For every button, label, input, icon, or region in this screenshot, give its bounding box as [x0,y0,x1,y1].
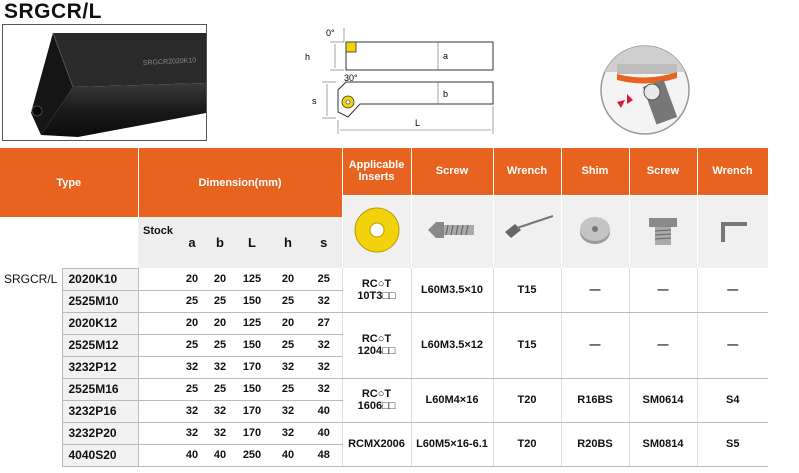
screw-2-code: — [629,268,697,312]
shim-code: — [561,312,629,378]
dim-b: 32 [206,356,234,378]
label-angle-top: 0° [326,28,335,38]
insert-code: RC○T 1204□□ [342,312,411,378]
dim-s: 48 [306,444,342,466]
header-type: Type [0,148,138,217]
engraving-text: SRGCR2020K10 [142,57,197,67]
wrench-code: T15 [493,268,561,312]
dim-L: 150 [234,334,270,356]
insert-code: RCMX2006 [342,422,411,466]
dim-h: 32 [270,400,306,422]
table-row [0,312,768,334]
model-code: 3232P16 [62,400,138,422]
header-a: a [178,217,206,268]
insert-code: RC○T 10T3□□ [342,268,411,312]
stock-cell [138,444,178,466]
header-b: b [206,217,234,268]
stock-cell [138,378,178,400]
stock-cell [138,400,178,422]
dim-a: 20 [178,312,206,334]
shim-code: — [561,268,629,312]
wrench-2-code: — [697,268,768,312]
dim-h: 20 [270,268,306,290]
dim-b: 32 [206,422,234,444]
screw-2-code: — [629,312,697,378]
wrench-code: T15 [493,312,561,378]
wrench-code: T20 [493,378,561,422]
dim-s: 27 [306,312,342,334]
dim-h: 25 [270,378,306,400]
dim-h: 20 [270,312,306,334]
stock-cell [138,268,178,290]
dim-s: 32 [306,356,342,378]
technical-drawing [300,22,505,140]
dim-h: 40 [270,444,306,466]
table-row [0,422,768,444]
product-photo [2,24,207,141]
dim-a: 20 [178,268,206,290]
dim-L: 170 [234,422,270,444]
label-s: s [312,96,317,106]
dim-L: 170 [234,356,270,378]
stock-cell [138,356,178,378]
dim-a: 32 [178,400,206,422]
dim-s: 25 [306,268,342,290]
dim-a: 40 [178,444,206,466]
tool-holder-image [3,25,206,140]
wrench-2-code: — [697,312,768,378]
stock-cell [138,290,178,312]
dim-h: 32 [270,422,306,444]
header-applicable-inserts: Applicable Inserts [342,148,411,195]
insert-image [342,195,411,268]
dim-b: 40 [206,444,234,466]
model-code: 2525M12 [62,334,138,356]
model-code: 3232P20 [62,422,138,444]
header-L: L [234,217,270,268]
table-row [0,268,768,290]
dim-L: 125 [234,312,270,334]
dim-L: 250 [234,444,270,466]
model-code: 4040S20 [62,444,138,466]
wrench-2-image [697,195,768,268]
wrench-2-code: S5 [697,422,768,466]
header-stock: Stock [138,217,178,268]
shim-code: R20BS [561,422,629,466]
dim-L: 125 [234,268,270,290]
dim-s: 40 [306,400,342,422]
dim-a: 25 [178,290,206,312]
dim-b: 32 [206,400,234,422]
machining-detail [597,42,693,138]
dim-b: 25 [206,334,234,356]
dim-L: 150 [234,378,270,400]
dim-h: 32 [270,356,306,378]
dim-b: 25 [206,290,234,312]
type-label: SRGCR/L [0,268,62,466]
shim-code: R16BS [561,378,629,422]
dim-h: 25 [270,334,306,356]
stock-cell [138,334,178,356]
dim-a: 25 [178,378,206,400]
header-wrench: Wrench [493,148,561,195]
label-h: h [305,52,311,62]
screw-code: L60M5×16-6.1 [411,422,493,466]
label-b: b [443,89,449,99]
dim-L: 170 [234,400,270,422]
header-s: s [306,217,342,268]
header-wrench-2: Wrench [697,148,768,195]
label-a: a [443,51,449,61]
dim-b: 25 [206,378,234,400]
dim-a: 25 [178,334,206,356]
screw-2-image [629,195,697,268]
screw-2-code: SM0614 [629,378,697,422]
dim-a: 32 [178,356,206,378]
dim-s: 32 [306,378,342,400]
model-code: 2525M16 [62,378,138,400]
spec-table [0,148,769,467]
screw-code: L60M3.5×12 [411,312,493,378]
dim-L: 150 [234,290,270,312]
dim-s: 32 [306,290,342,312]
wrench-image [493,195,561,268]
stock-cell [138,422,178,444]
wrench-2-code: S4 [697,378,768,422]
shim-image [561,195,629,268]
insert-code: RC○T 1606□□ [342,378,411,422]
dim-s: 32 [306,334,342,356]
dim-s: 40 [306,422,342,444]
label-angle-side: 30° [344,73,358,83]
dim-b: 20 [206,268,234,290]
header-screw: Screw [411,148,493,195]
screw-image [411,195,493,268]
screw-2-code: SM0814 [629,422,697,466]
stock-cell [138,312,178,334]
dim-b: 20 [206,312,234,334]
header-dimension: Dimension(mm) [138,148,342,217]
header-screw-2: Screw [629,148,697,195]
table-row [0,378,768,400]
wrench-code: T20 [493,422,561,466]
model-code: 3232P12 [62,356,138,378]
label-L: L [415,118,421,128]
header-shim: Shim [561,148,629,195]
model-code: 2525M10 [62,290,138,312]
model-code: 2020K12 [62,312,138,334]
model-code: 2020K10 [62,268,138,290]
screw-code: L60M4×16 [411,378,493,422]
page-title: SRGCR/L [4,0,102,23]
screw-code: L60M3.5×10 [411,268,493,312]
dim-h: 25 [270,290,306,312]
dim-a: 32 [178,422,206,444]
header-h: h [270,217,306,268]
